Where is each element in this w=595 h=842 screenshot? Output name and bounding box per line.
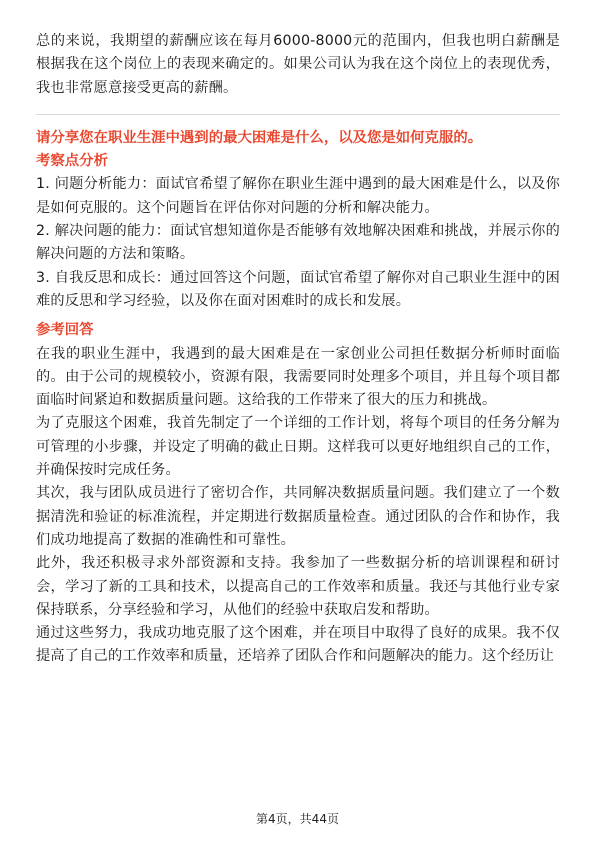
answer-paragraph-1: 在我的职业生涯中，我遇到的最大困难是在一家创业公司担任数据分析师时面临的。由于公司的规模较小，资源有限，我需要同时处理多个项目，并且每个项目都面临时间紧迫和数据质量问题。这给我的工作带来了很大的压力和挑战。: [36, 345, 560, 409]
answer-paragraph-4: 此外，我还积极寻求外部资源和支持。我参加了一些数据分析的培训课程和研讨会，学习了新的工具和技术，以提高自己的工作效率和质量。我还与其他行业专家保持联系，分享经验和学习，从他们的经验中获取启发和帮助。: [36, 555, 560, 618]
answer-paragraph-5: 通过这些努力，我成功地克服了这个困难，并在项目中取得了良好的成果。我不仅提高了自己的工作效率和质量，还培养了团队合作和问题解决的能力。这个经历让: [36, 625, 560, 665]
analysis-item-3: 3. 自我反思和成长：通过回答这个问题，面试官希望了解你对自己职业生涯中的困难的反思和学习经验，以及你在面对困难时的成长和发展。: [36, 269, 560, 309]
answer-paragraph-2: 为了克服这个困难，我首先制定了一个详细的工作计划，将每个项目的任务分解为可管理的小步骤，并设定了明确的截止日期。这样我可以更好地组织自己的工作，并确保按时完成任务。: [36, 415, 560, 479]
document-page: [36, 30, 560, 669]
answer-paragraph-3: 其次，我与团队成员进行了密切合作，共同解决数据质量问题。我们建立了一个数据清洗和验证的标准流程，并定期进行数据质量检查。通过团队的合作和协作，我们成功地提高了数据的准确性和可靠性。: [36, 485, 560, 548]
analysis-item-2: 2. 解决问题的能力：面试官想知道你是否能够有效地解决困难和挑战，并展示你的解决问题的方法和策略。: [36, 223, 560, 263]
question-title: 请分享您在职业生涯中遇到的最大困难是什么，以及您是如何克服的。: [36, 129, 483, 146]
page-footer: 第4页，共44页: [256, 812, 339, 826]
intro-paragraph: 总的来说，我期望的薪酬应该在每月6000-8000元的范围内，但我也明白薪酬是根据我在这个岗位上的表现来确定的。如果公司认为我在这个岗位上的表现优秀，我也非常愿意接受更高的薪酬。: [36, 33, 560, 96]
analysis-heading: 考察点分析: [36, 153, 108, 170]
analysis-item-1: 1. 问题分析能力：面试官希望了解你在职业生涯中遇到的最大困难是什么，以及你是如何克服的。这个问题旨在评估你对问题的分析和解决能力。: [36, 176, 560, 216]
answer-heading: 参考回答: [36, 322, 94, 339]
section-divider: [36, 114, 560, 115]
